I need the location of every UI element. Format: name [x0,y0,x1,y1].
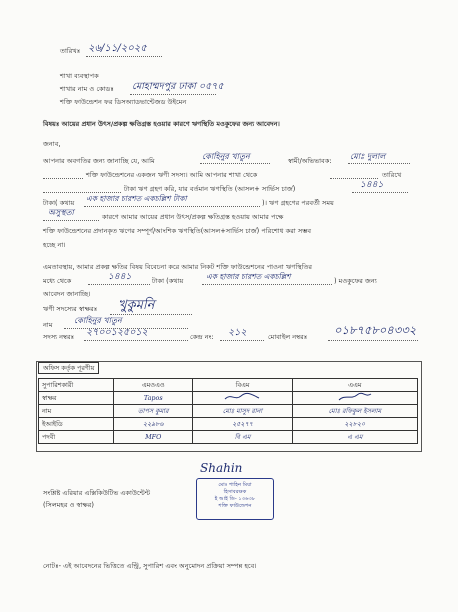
para2-line-b: মধ্যে থেকে [43,277,72,285]
footer-note: নোটঃ- এই আবেদনের ভিত্তিতে এন্ট্রি, সুপারিশ এবং অনুমোদন প্রক্রিয়া সম্পন্ন হবে। [43,562,257,570]
seal-org: শক্তি ফাউন্ডেশন [218,503,252,509]
waive-amount-words: এক হাজার চারশত একচল্লিশ [206,272,291,281]
body-line-6: শক্তি ফাউন্ডেশনের প্রদানকৃত ঋণের সম্পূর্ণ/আংশিক ঋণস্থিতি(আসল+সার্ভিস চার্জ) পরিশোধ করা সম্ভব [43,227,312,235]
table-row [39,405,418,418]
amount-in-words: এক হাজার চারশত একচল্লিশ টাকা [86,194,187,203]
mobile-number: ০১৮৭৫৮০৪৩৩২ [334,323,417,337]
name-cell-2: মোঃ মাসুদ রানা [193,405,292,418]
branch-label: শাখার নাম ও কোডঃ [60,85,114,93]
para2-line-c: টাকা (কথায় [152,277,184,285]
header-col-2: বিএম [193,379,292,392]
branch-value: মোহাম্মদপুর ঢাকা ০৫৭৫ [132,81,224,92]
waive-amount: ১৪৪১ [108,272,132,282]
office-box-title: অফিস কর্তৃক পূরণীয় [38,362,99,374]
body-line-1b: স্বামী/অভিভাবক: [288,157,332,165]
date-value: ২৬/১১/২০২৫ [88,43,147,54]
row-label-designation: পদবী [39,431,114,444]
row-label-eid: ইআইডি [39,418,114,431]
designation-cell-1: MFO [114,431,193,444]
header-recommender: সুপারিশকারী [39,379,114,392]
official-seal-stamp [196,478,274,520]
balance-amount: ১৪৪১ [360,180,384,190]
member-signature: খুকুমনি [118,298,155,313]
seal-eid: ই আই ডি- ১৩৬৩৮ [214,496,256,502]
recipient-line: শাখা ব্যবস্থাপক [60,72,99,80]
eid-cell-3: ২২৮২০ [292,418,417,431]
accountant-signature: Shahin [200,461,243,475]
eid-cell-1: ২২৯৮৬ [114,418,193,431]
salutation: জনাব, [43,140,61,148]
body-line-2: শক্তি ফাউন্ডেশনের একজন ঋণী সদস্য। আমি আপনার শাখা থেকে [86,171,258,179]
body-line-7: হচ্ছে না। [43,241,66,249]
member-name-label: নাম [43,321,53,329]
body-line-2-end: তারিখে [382,171,402,179]
signature-scribble-2 [223,392,263,402]
member-name: কোহিনুর খাতুন [74,316,122,325]
table-row [39,431,418,444]
member-id-label: সদস্য নম্বরঃ [43,333,75,341]
body-line-4b: )। ঋণ গ্রহণের পরবর্তী সময় [262,199,334,207]
name-cell-3: মোঃ রফিকুল ইসলাম [292,405,417,418]
name-cell-1: তাপস কুমার [114,405,193,418]
designation-cell-3: এ এম [292,431,417,444]
body-line-4a: টাকা( কথায় [43,199,75,207]
member-sign-label: ঋণী সদস্যের স্বাক্ষরঃ [43,305,98,313]
member-id: ২৭০০১২৫০১২ [86,327,148,338]
guardian-name: মোঃ দুলাল [350,152,386,161]
office-table [38,378,418,444]
mobile-label: মোবাইল নম্বরঃ [268,333,308,341]
body-line-3: টাকা ঋণ গ্রহণ করি, যার বর্তমান ঋণস্থিতি (আসল+ সার্ভিস চার্জ) [124,185,296,193]
para2-line-a: এমতাবস্থায়, আমার প্রকল্প ক্ষতির বিষয় বিবেচনা করে আমার নিকট শক্তি ফাউন্ডেশনের পাওনা ঋণস্থিতির [43,263,313,271]
signature-cell-3 [292,392,417,405]
designation-cell-2: বি এম [193,431,292,444]
seal-title: হিসাবরক্ষক [223,489,247,495]
para2-line-d: ) মওকুফের জন্য [334,277,377,285]
center-number: ২১২ [228,327,247,338]
organization-line: শক্তি ফাউন্ডেশন ফর ডিসঅ্যাডভান্টেজড উইমেন [60,98,187,106]
table-row [39,418,418,431]
reason-text: অসুস্থতা [48,208,74,217]
signoff-line-1: সংশ্লিষ্ট এরিয়ার এক্সিকিউটিভ একাউন্টেন্ট [43,489,151,497]
body-line-1a: আপনার অবগতির জন্য জানাচ্ছি যে, আমি [43,157,155,165]
applicant-name: কোহিনুর খাতুন [202,152,250,161]
header-col-3: এএম [292,379,417,392]
header-col-1: এমওএও [114,379,193,392]
signoff-line-2: (সিলমহর ও স্বাক্ষর) [43,501,94,509]
center-label: কেন্দ্র নং: [190,333,214,341]
table-row [39,392,418,405]
seal-name: মোঃ শাহিন মিয়া [218,482,252,488]
eid-cell-2: ২৫২৭৭ [193,418,292,431]
body-line-5: কারণে আমার আয়ের প্রধান উৎস/প্রকল্প ক্ষতিগ্রস্ত হওয়ায় আমার পক্ষে [102,213,284,221]
signature-cell-2 [193,392,292,405]
para2-line-e: আবেদন জানাচ্ছি। [43,290,91,298]
subject-line: বিষয়ঃ আয়ের প্রধান উৎস/প্রকল্প ক্ষতিগ্রস্ত হওয়ার কারণে ঋণস্থিতি মওকুফের জন্য আবেদন। [43,120,280,128]
date-label: তারিখঃ [60,47,81,55]
row-label-signature: স্বাক্ষর [39,392,114,405]
table-header-row [39,379,418,392]
signature-scribble-3 [335,392,375,402]
signature-cell-1: Tapos [114,392,193,405]
row-label-name: নাম [39,405,114,418]
